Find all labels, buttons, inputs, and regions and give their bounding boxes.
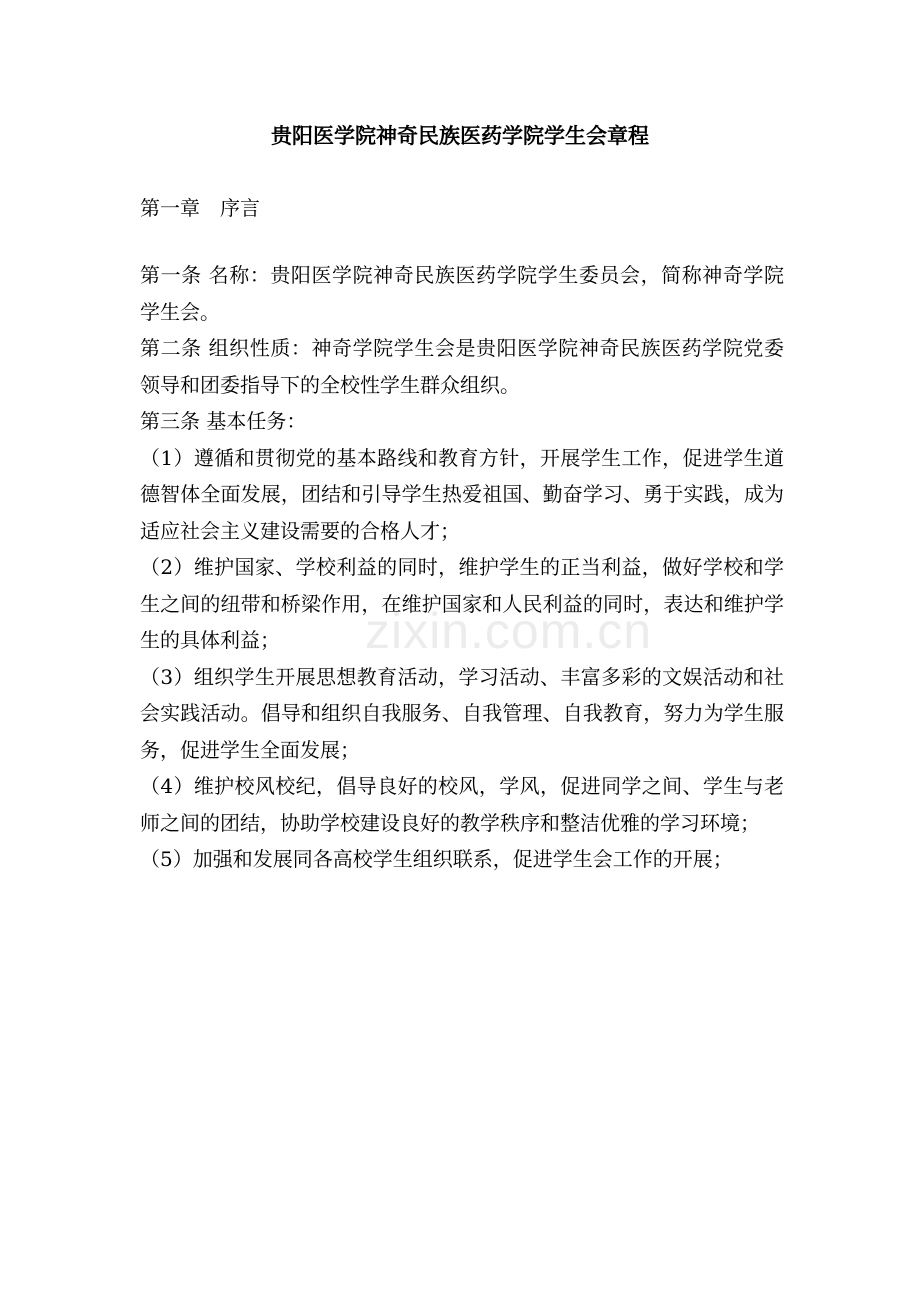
article-3: 第三条 基本任务： [140, 409, 307, 433]
task-item-3: （3）组织学生开展思想教育活动，学习活动、丰富多彩的文娱活动和社会实践活动。倡导和组织自我服务、自我管理、自我教育，努力为学生服务，促进学生全面发展； [140, 664, 784, 762]
task-item-2: （2）维护国家、学校利益的同时，维护学生的正当利益，做好学校和学生之间的纽带和桥梁作用，在维护国家和人民利益的同时，表达和维护学生的具体利益； [140, 555, 784, 652]
document-title: 贵阳医学院神奇民族医药学院学生会章程 [271, 123, 649, 148]
article-2: 第二条 组织性质：神奇学院学生会是贵阳医学院神奇民族医药学院党委领导和团委指导下的全校性学生群众组织。 [140, 336, 784, 397]
watermark: zixin.com.cn [365, 603, 653, 659]
task-item-5: （5）加强和发展同各高校学生组织联系，促进学生会工作的开展； [140, 847, 733, 871]
article-1: 第一条 名称：贵阳医学院神奇民族医药学院学生委员会，简称神奇学院学生会。 [140, 263, 784, 324]
chapter-heading: 第一章 序言 [140, 196, 260, 220]
document-body [140, 257, 784, 878]
task-item-1: （1）遵循和贯彻党的基本路线和教育方针，开展学生工作，促进学生道德智体全面发展，团结和引导学生热爱祖国、勤奋学习、勇于实践，成为适应社会主义建设需要的合格人才； [140, 445, 784, 543]
task-item-4: （4）维护校风校纪，倡导良好的校风，学风，促进同学之间、学生与老师之间的团结，协助学校建设良好的教学秩序和整洁优雅的学习环境； [140, 774, 784, 835]
